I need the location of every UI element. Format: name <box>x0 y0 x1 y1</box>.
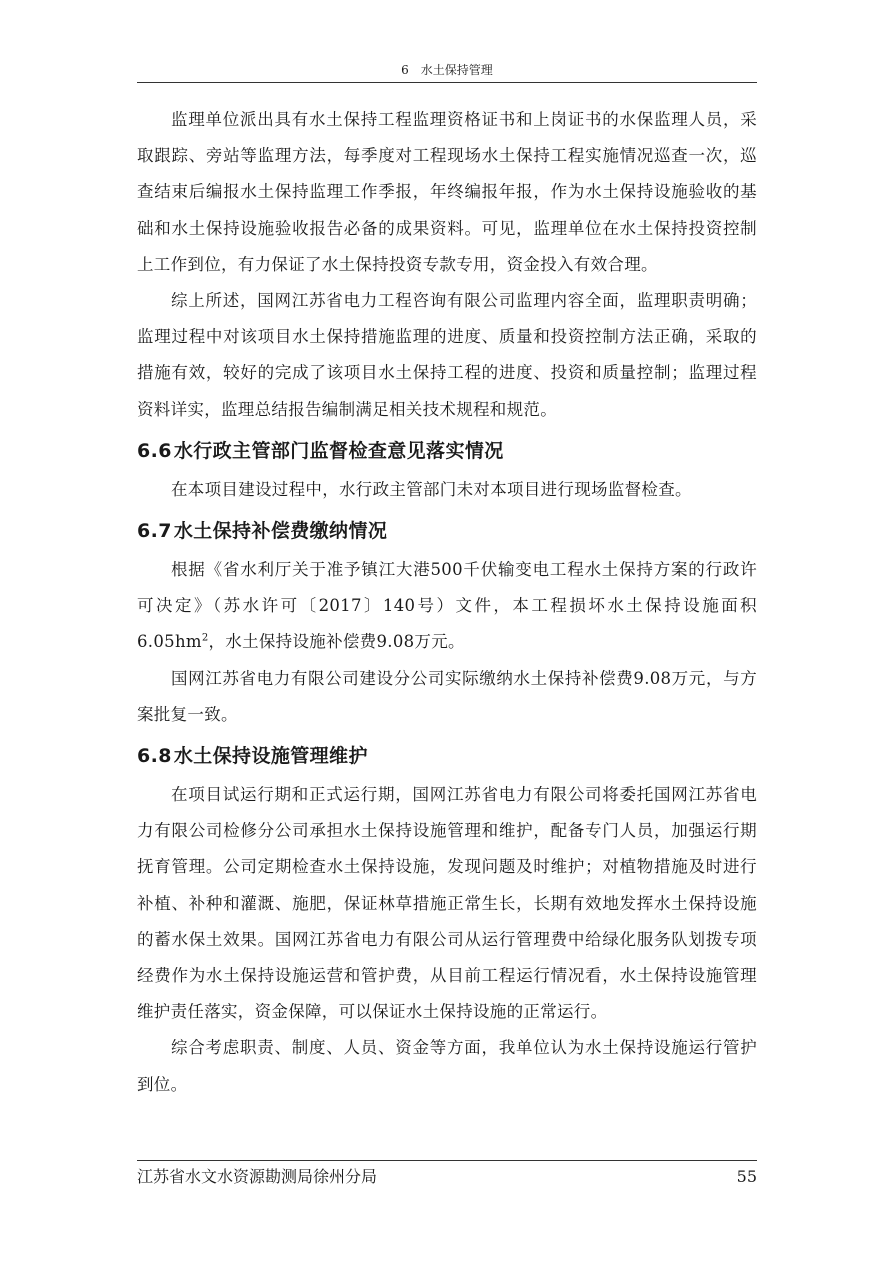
paragraph-compensation-paid: 国网江苏省电力有限公司建设分公司实际缴纳水土保持补偿费9.08万元，与方案批复一致。 <box>137 668 757 724</box>
section-number: 6.6 <box>137 439 172 462</box>
section-title: 水土保持设施管理维护 <box>173 745 368 768</box>
running-header: 6 水土保持管理 <box>401 63 493 77</box>
page-number: 55 <box>736 1167 757 1186</box>
section-heading-6-6 <box>137 432 757 470</box>
section-title: 水土保持补偿费缴纳情况 <box>173 520 388 543</box>
header-rule <box>137 82 757 83</box>
section-number: 6.7 <box>137 520 172 543</box>
section-number: 6.8 <box>137 745 172 768</box>
paragraph-compensation-basis <box>137 552 757 661</box>
footer-organization: 江苏省水文水资源勘测局徐州分局 <box>137 1167 378 1186</box>
page-body <box>137 102 757 1103</box>
paragraph-maintenance: 在项目试运行期和正式运行期，国网江苏省电力有限公司将委托国网江苏省电力有限公司检修分公司承担水土保持设施管理和维护，配备专门人员，加强运行期抚育管理。公司定期检查水土保持设施，发现问题及时维护；对植物措施及时进行补植、补种和灌溉、施肥，保证林草措施正常生长，长期有效地发挥水土保持设施的蓄水保土效果。国网江苏省电力有限公司从运行管理费中给绿化服务队划拨专项经费作为水土保持设施运营和管护费，从目前工程运行情况看，水土保持设施管理维护责任落实，资金保障，可以保证水土保持设施的正常运行。 <box>137 785 757 1022</box>
paragraph-inspection: 在本项目建设过程中，水行政主管部门未对本项目进行现场监督检查。 <box>171 479 692 499</box>
section-heading-6-7 <box>137 512 757 550</box>
section-heading-6-8 <box>137 737 757 775</box>
compensation-text: 根据《省水利厅关于准予镇江大港500千伏输变电工程水土保持方案的行政许可决定》（苏水许可〔2017〕140号）文件，本工程损坏水土保持设施面积6.05hm <box>137 560 757 652</box>
paragraph-supervision-staff: 监理单位派出具有水土保持工程监理资格证书和上岗证书的水保监理人员，采取跟踪、旁站等监理方法，每季度对工程现场水土保持工程实施情况巡查一次，巡查结束后编报水土保持监理工作季报，年终编报年报，作为水土保持设施验收的基础和水土保持设施验收报告必备的成果资料。可见，监理单位在水土保持投资控制上工作到位，有力保证了水土保持投资专款专用，资金投入有效合理。 <box>137 110 757 274</box>
section-title: 水行政主管部门监督检查意见落实情况 <box>173 439 504 462</box>
paragraph-conclusion: 综合考虑职责、制度、人员、资金等方面，我单位认为水土保持设施运行管护到位。 <box>137 1038 757 1094</box>
area-unit-superscript: 2 <box>201 632 209 644</box>
paragraph-supervision-summary: 综上所述，国网江苏省电力工程咨询有限公司监理内容全面，监理职责明确；监理过程中对该项目水土保持措施监理的进度、质量和投资控制方法正确，采取的措施有效，较好的完成了该项目水土保持工程的进度、投资和质量控制；监理过程资料详实，监理总结报告编制满足相关技术规程和规范。 <box>137 291 757 419</box>
footer-rule <box>137 1160 757 1161</box>
compensation-text-tail: ，水土保持设施补偿费9.08万元。 <box>208 632 465 652</box>
